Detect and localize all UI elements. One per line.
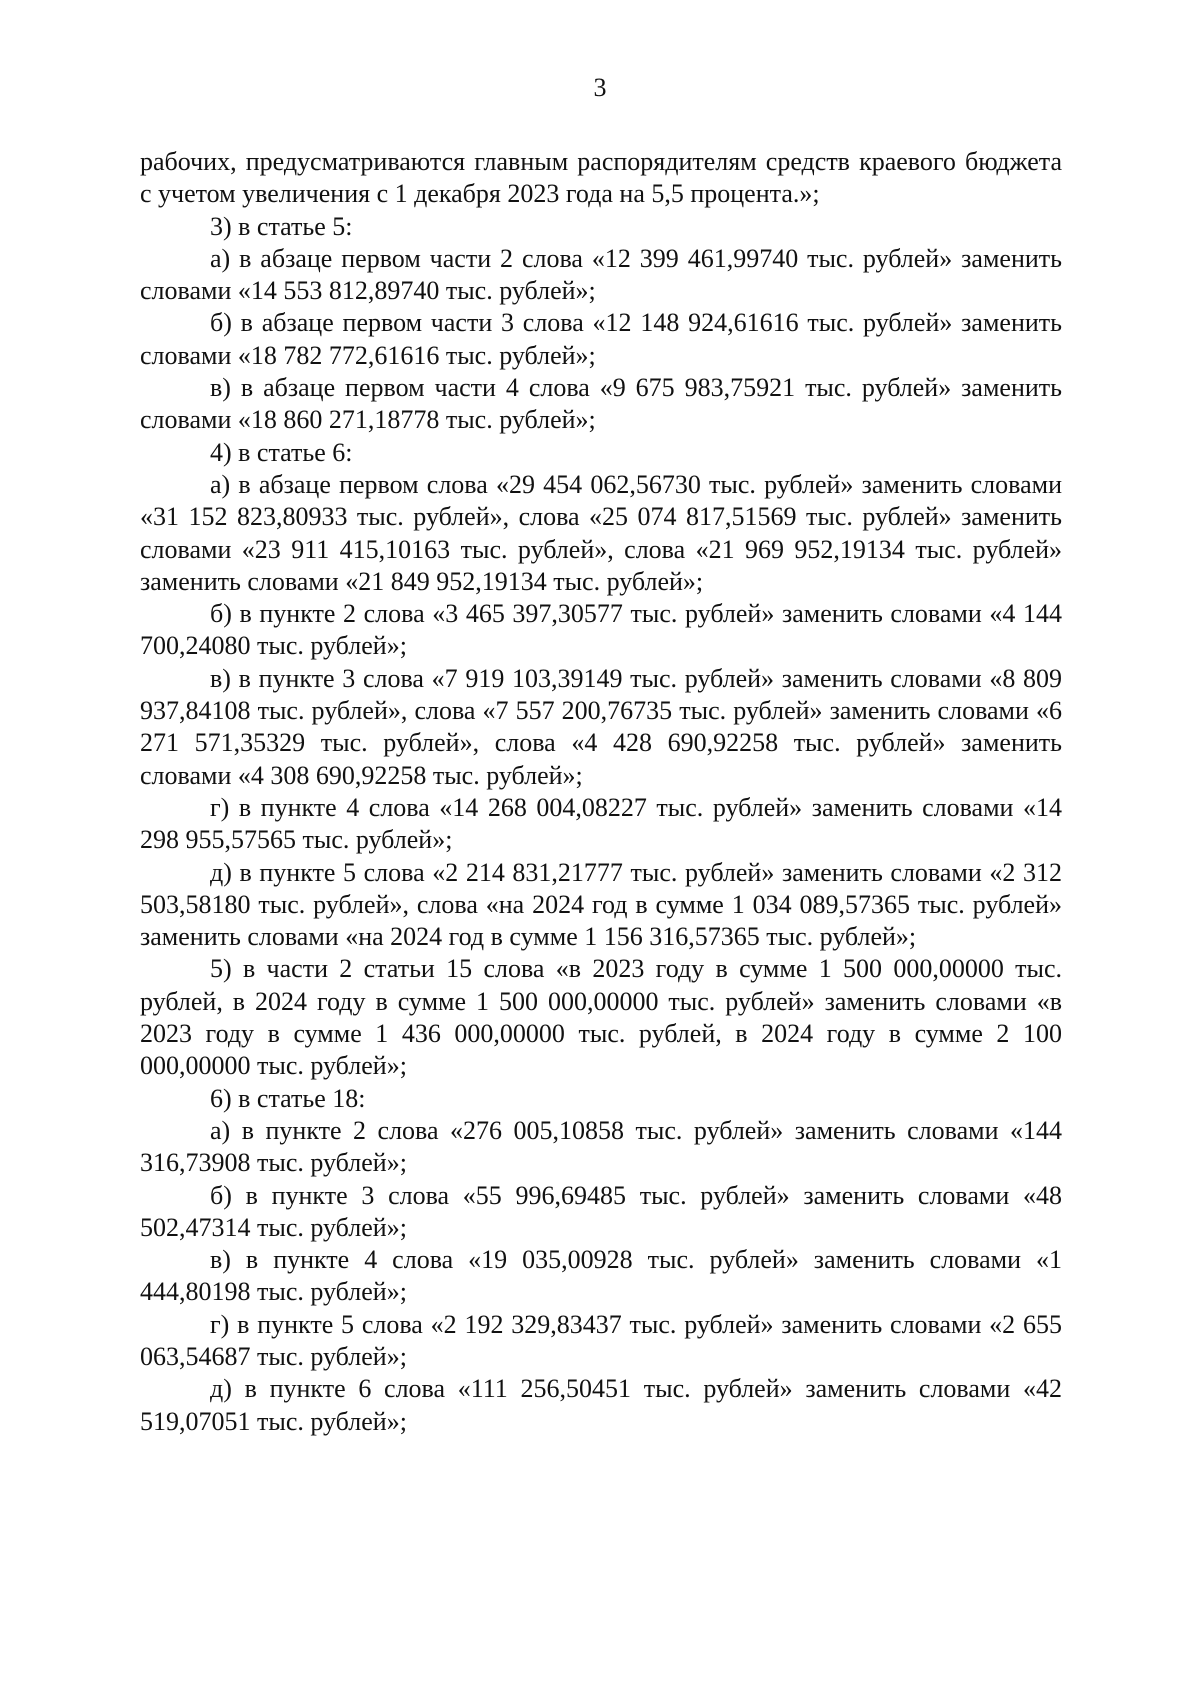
- paragraph-item-3a: а) в абзаце первом части 2 слова «12 399 461,99740 тыс. рублей» заменить словами «14 553 812,89740 тыс. рублей»;: [140, 243, 1062, 306]
- paragraph-item-4e: д) в пункте 5 слова «2 214 831,21777 тыс. рублей» заменить словами «2 312 503,58180 тыс. рублей», слова «на 2024 год в сумме 1 034 089,57365 тыс. рублей» заменить словами «на 2024 год в сумме 1 156 316,57365 тыс. рублей»;: [140, 857, 1062, 952]
- paragraph-item-6: 6) в статье 18:: [210, 1083, 366, 1113]
- paragraph-continuation: рабочих, предусматриваются главным распорядителям средств краевого бюджета с учетом увеличения с 1 декабря 2023 года на 5,5 процента.»;: [140, 147, 1062, 209]
- paragraph-item-5: 5) в части 2 статьи 15 слова «в 2023 году в сумме 1 500 000,00000 тыс. рублей, в 2024 году в сумме 1 500 000,00000 тыс. рублей» заменить словами «в 2023 году в сумме 1 436 000,00000 тыс. рублей, в 2024 году в сумме 2 100 000,00000 тыс. рублей»;: [140, 954, 1062, 1081]
- paragraph-item-6d: г) в пункте 5 слова «2 192 329,83437 тыс. рублей» заменить словами «2 655 063,54687 тыс. рублей»;: [140, 1309, 1062, 1371]
- paragraph-item-4: 4) в статье 6:: [210, 437, 353, 467]
- paragraph-item-6c: в) в пункте 4 слова «19 035,00928 тыс. рублей» заменить словами «1 444,80198 тыс. рублей»;: [140, 1245, 1062, 1307]
- paragraph-item-4b: б) в пункте 2 слова «3 465 397,30577 тыс. рублей» заменить словами «4 144 700,24080 тыс. рублей»;: [140, 599, 1062, 661]
- document-body: [140, 146, 1062, 1438]
- paragraph-item-6e: д) в пункте 6 слова «111 256,50451 тыс. рублей» заменить словами «42 519,07051 тыс. рублей»;: [140, 1374, 1062, 1436]
- paragraph-item-6a: а) в пункте 2 слова «276 005,10858 тыс. рублей» заменить словами «144 316,73908 тыс. рублей»;: [140, 1115, 1062, 1178]
- paragraph-item-3b: б) в абзаце первом части 3 слова «12 148 924,61616 тыс. рублей» заменить словами «18 782 772,61616 тыс. рублей»;: [140, 308, 1062, 370]
- page-number: 3: [593, 73, 607, 102]
- paragraph-item-4d: г) в пункте 4 слова «14 268 004,08227 тыс. рублей» заменить словами «14 298 955,57565 тыс. рублей»;: [140, 792, 1062, 855]
- paragraph-item-4c: в) в пункте 3 слова «7 919 103,39149 тыс. рублей» заменить словами «8 809 937,84108 тыс. рублей», слова «7 557 200,76735 тыс. рублей» заменить словами «6 271 571,35329 тыс. рублей», слова «4 428 690,92258 тыс. рублей» заменить словами «4 308 690,92258 тыс. рублей»;: [140, 663, 1062, 790]
- paragraph-item-4a: а) в абзаце первом слова «29 454 062,56730 тыс. рублей» заменить словами «31 152 823,80933 тыс. рублей», слова «25 074 817,51569 тыс. рублей» заменить словами «23 911 415,10163 тыс. рублей», слова «21 969 952,19134 тыс. рублей» заменить словами «21 849 952,19134 тыс. рублей»;: [140, 469, 1062, 596]
- paragraph-item-6b: б) в пункте 3 слова «55 996,69485 тыс. рублей» заменить словами «48 502,47314 тыс. рублей»;: [140, 1180, 1062, 1242]
- paragraph-item-3c: в) в абзаце первом части 4 слова «9 675 983,75921 тыс. рублей» заменить словами «18 860 271,18778 тыс. рублей»;: [140, 373, 1062, 435]
- paragraph-item-3: 3) в статье 5:: [210, 211, 353, 241]
